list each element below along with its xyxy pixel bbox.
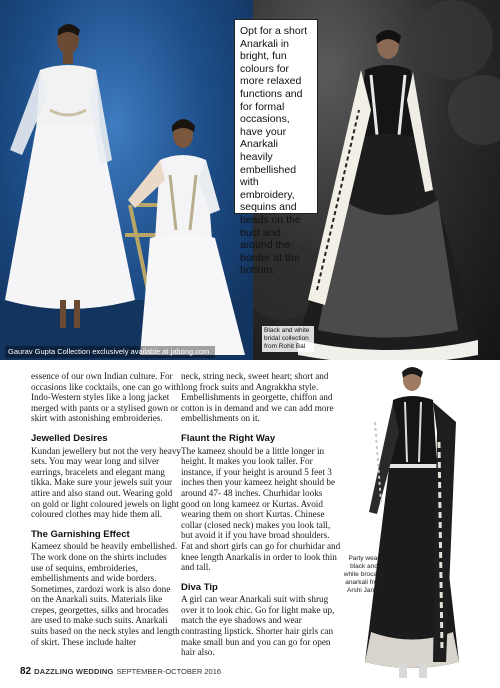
pull-quote-callout: Opt for a short Anarkali in bright, fun colours for more relaxed functions and for formal occasions, have your Anarkali heavily embellished with embroidery, sequins and beads on the bust and around the border at the bottom.: [234, 19, 318, 214]
photo-caption-arshi-jamal: Party wear black and white brocade anarkali from Arshi Jamal: [343, 555, 385, 594]
section-text-diva-tip: A girl can wear Anarkali suit with shrug over it to look chic. Go for light make up, match the eye shadows and wear contrasting lipstick. Shorter hair girls can make small bun and you can go for open hair also.: [181, 594, 335, 658]
section-heading-diva-tip: Diva Tip: [181, 581, 218, 593]
section-text-flaunt-right-way-2: Fat and short girls can go for churhidar and knee length Anarkalis in order to look thin and tall.: [181, 540, 341, 573]
section-text-flaunt-right-way: The kameez should be a little longer in height. It makes you look taller. For instance, if your height is around 5 feet 3 inches then your kameez height should be around 47- 48 inches. Churhidar looks good on long kameez or Kurtas. Avoid wearing them on short Kurtas. Chinese collar (closed neck) makes you look tall, but avoid it if you have broad shoulders.: [181, 445, 336, 541]
photo-gaurav-gupta-collection: [0, 0, 253, 360]
photo-caption-gaurav-gupta: Gaurav Gupta Collection exclusively available at jabong.com: [5, 346, 215, 358]
column2-intro-paragraph: neck, string neck, sweet heart; short and long frock suits and Angrakkha style. Embellishments in georgette, chiffon and cotton is in demand and we can add more embellishments on it.: [181, 371, 334, 424]
photo-arshi-jamal-anarkali: [341, 362, 500, 688]
model-party-wear-illustration: [341, 362, 500, 688]
article-column-1: [31, 371, 181, 657]
magazine-name: DAZZLING WEDDING: [34, 667, 114, 676]
article-column-2: [181, 371, 341, 668]
section-heading-garnishing-effect: The Garnishing Effect: [31, 528, 130, 540]
section-heading-jewelled-desires: Jewelled Desires: [31, 432, 108, 444]
section-text-garnishing-effect: Kameez should be heavily embellished. The work done on the shirts includes use of sequins, embroideries, embellishments and wide borders. Sometimes, zardozi work is also done on the Anarkali suits. Materials like crepes, georgettes, silks and brocades are used to make such suits. Anarkali suits based on the neck styles and length of skirt. These include halter: [31, 541, 180, 647]
photo-caption-rohit-bal: Black and white bridal collection from Rohit Bal: [262, 326, 314, 352]
page-number: 82: [20, 666, 32, 677]
models-white-gowns-illustration: [0, 0, 253, 360]
section-text-jewelled-desires: Kundan jewellery but not the very heavy sets. You may wear long and silver earrings, bracelets and elegant mang tikka. Make sure your jewels suit your attire and also stand out. Wearing gold on gold or light coloured jewels on light coloured clothes may hide them all.: [31, 445, 182, 520]
issue-date: SEPTEMBER-OCTOBER 2016: [116, 667, 222, 676]
section-heading-flaunt-right-way: Flaunt the Right Way: [181, 432, 276, 444]
article-intro-paragraph: essence of our own Indian culture. For occasions like cocktails, one can go with Indo-Western styles like a long jacket merged with pants or a stylised gown or skirt with astonishing embroideries.: [31, 371, 181, 424]
page-footer: [20, 666, 221, 682]
